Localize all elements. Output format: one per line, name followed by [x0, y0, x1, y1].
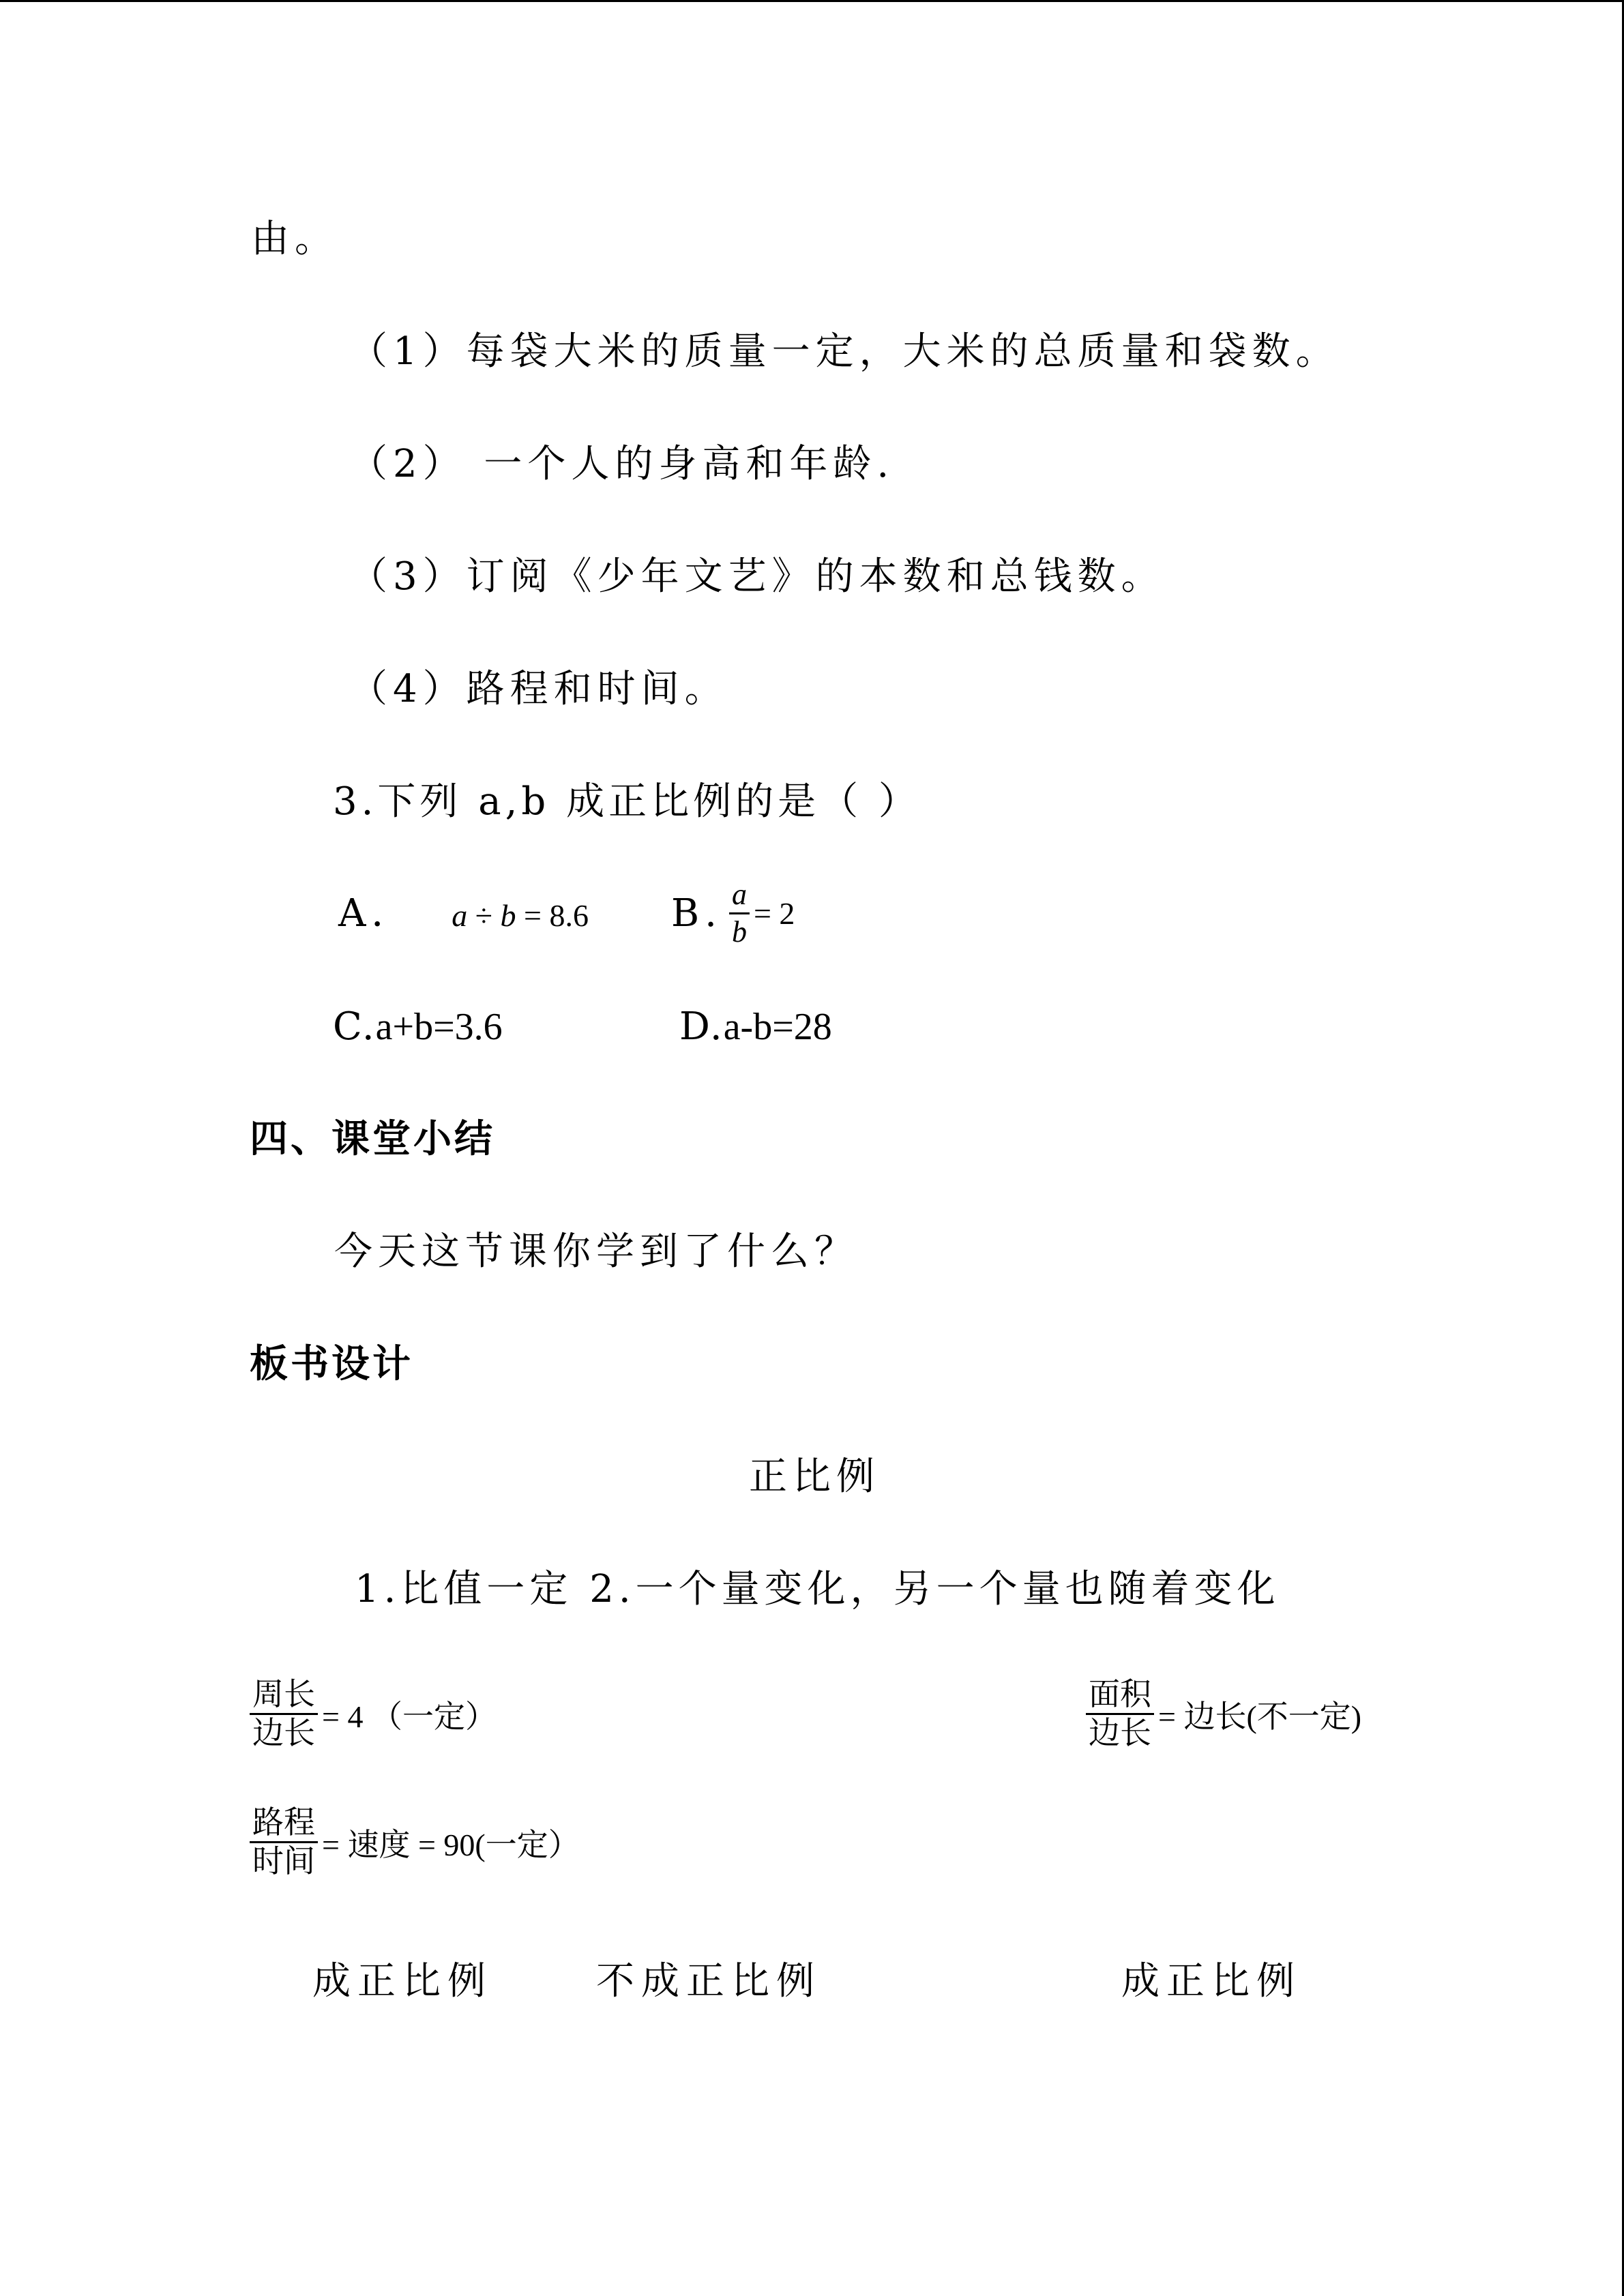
option-b-rhs: = 2 [753, 895, 795, 931]
option-c: C.a+b=3.6 [333, 1004, 503, 1049]
board-design-criteria: 1.比值一定 2.一个量变化，另一个量也随着变化 [355, 1567, 1280, 1611]
section-4-prompt: 今天这节课你学到了什么？ [334, 1229, 858, 1274]
judgement-item-2: （2） 一个人的身高和年龄. [349, 442, 895, 486]
conclusion-1: 成正比例 [312, 1959, 492, 2003]
formula-perimeter-side: $\frac{\text{周长}}{\text{边长}}$ = 4 （一定） [250, 1679, 497, 1749]
formula-fraction: $\frac{\text{面积}}{\text{边长}}$ [1086, 1679, 1154, 1749]
board-design-heading: 板书设计 [250, 1342, 413, 1386]
formula-fraction: $\frac{\text{周长}}{\text{边长}}$ [250, 1679, 318, 1749]
conclusion-3: 成正比例 [1121, 1959, 1301, 2003]
board-design-title: 正比例 [749, 1455, 880, 1499]
option-a-label: A． [338, 891, 415, 936]
conclusion-2: 不成正比例 [596, 1959, 821, 2003]
page-top-border [0, 0, 1624, 2]
formula-area-side: $\frac{\text{面积}}{\text{边长}}$ = 边长(不一定) [1086, 1679, 1361, 1749]
option-d: D.a-b=28 [679, 1004, 832, 1049]
judgement-item-3: （3）订阅《少年文艺》的本数和总钱数。 [349, 554, 1165, 599]
option-a [338, 890, 589, 940]
section-4-heading: 四、课堂小结 [250, 1117, 495, 1161]
judgement-item-4: （4）路程和时间。 [349, 667, 728, 711]
option-b-label: B. [671, 891, 722, 936]
formula-distance-time: $\frac{\text{路程}}{\text{时间}}$ = 速度 = 90(一定） [250, 1807, 580, 1877]
question-3-stem: 3.下列 a,b 成正比例的是（ ） [333, 779, 921, 824]
continuation-text: 由。 [251, 217, 338, 261]
option-b-fraction: $\frac{a}{b}$ [729, 880, 750, 947]
option-a-expression: a ÷ b = 8.6 [452, 898, 589, 933]
formula-fraction: $\frac{\text{路程}}{\text{时间}}$ [250, 1807, 318, 1877]
judgement-item-1: （1）每袋大米的质量一定，大米的总质量和袋数。 [349, 329, 1340, 374]
option-b [671, 880, 795, 947]
